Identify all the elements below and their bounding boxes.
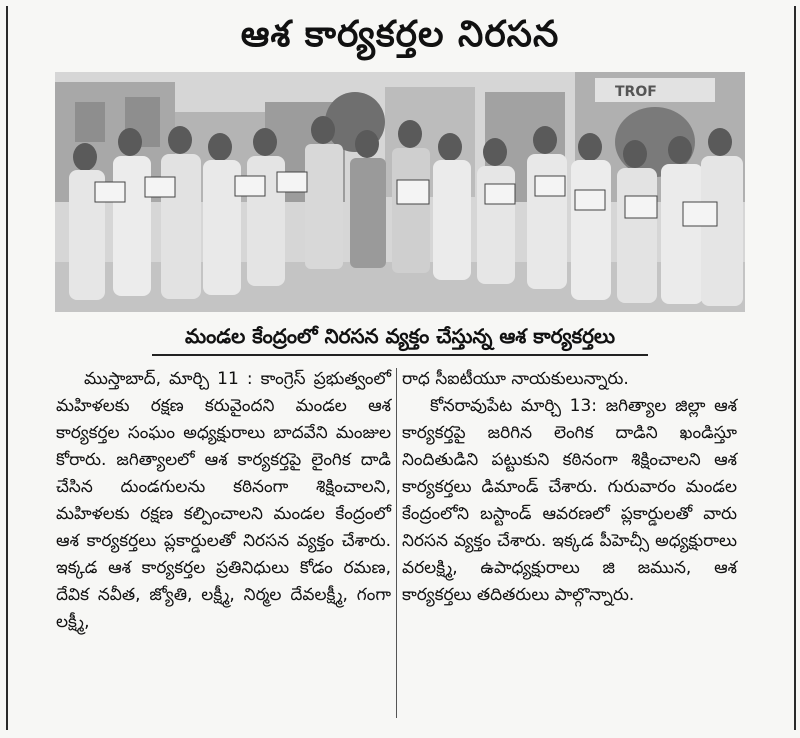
column-divider <box>396 368 397 718</box>
article-paragraph: రాధ సీఐటీయూ నాయకులున్నారు. <box>402 369 629 389</box>
news-photo <box>55 72 745 312</box>
article-paragraph: ముస్తాబాద్, మార్చి 11 : కాంగ్రెస్ ప్రభుత్వంలో మహిళలకు రక్షణ కరువైందని మండల ఆశ కార్యకర్తల సంఘం అధ్యక్షురాలు బాదవేని మంజుల కోరారు. జగిత్యాలలో ఆశ కార్యకర్తపై లైంగిక దాడి చేసిన దుండగులను కఠినంగా శిక్షించాలని, మహిళలకు రక్షణ కల్పించాలని మండల కేంద్రంలో ఆశ కార్యకర్తలు ప్లకార్డులతో నిరసన వ్యక్తం చేశారు. ఇక్కడ ఆశ కార్యకర్తల ప్రతినిధులు కోడం రమణ, దేవిక నవీత, జ్యోతి, లక్ష్మీ, నిర్మల దేవలక్ష్మీ, గంగా లక్ష్మీ, <box>56 369 391 632</box>
shop-banner-text: TROF <box>615 84 657 100</box>
headline: ఆశ కార్యకర్తల నిరసన <box>240 14 560 55</box>
photo-caption: మండల కేంద్రంలో నిరసన వ్యక్తం చేస్తున్న ఆశ కార్యకర్తలు <box>152 318 648 356</box>
article-column-left <box>56 366 391 726</box>
article-paragraph: కోనరావుపేట మార్చి 13: జగిత్యాల జిల్లా ఆశ కార్యకర్తపై జరిగిన లెంగిక దాడిని ఖండిస్తూ నిందితుడిని పట్టుకుని కఠినంగా శిక్షించాలని ఆశ కార్యకర్తలు డిమాండ్ చేశారు. గురువారం మండల కేంద్రంలోని బస్టాండ్ ఆవరణలో ప్లకార్డులతో వారు నిరసన వ్యక్తం చేశారు. ఇక్కడ పీహెచ్సీ అధ్యక్షురాలు వరలక్ష్మి, ఉపాధ్యక్షురాలు జి జమున, ఆశ కార్యకర్తలు తదితరులు పాల్గొన్నారు. <box>402 396 737 605</box>
article-column-right <box>402 366 737 726</box>
